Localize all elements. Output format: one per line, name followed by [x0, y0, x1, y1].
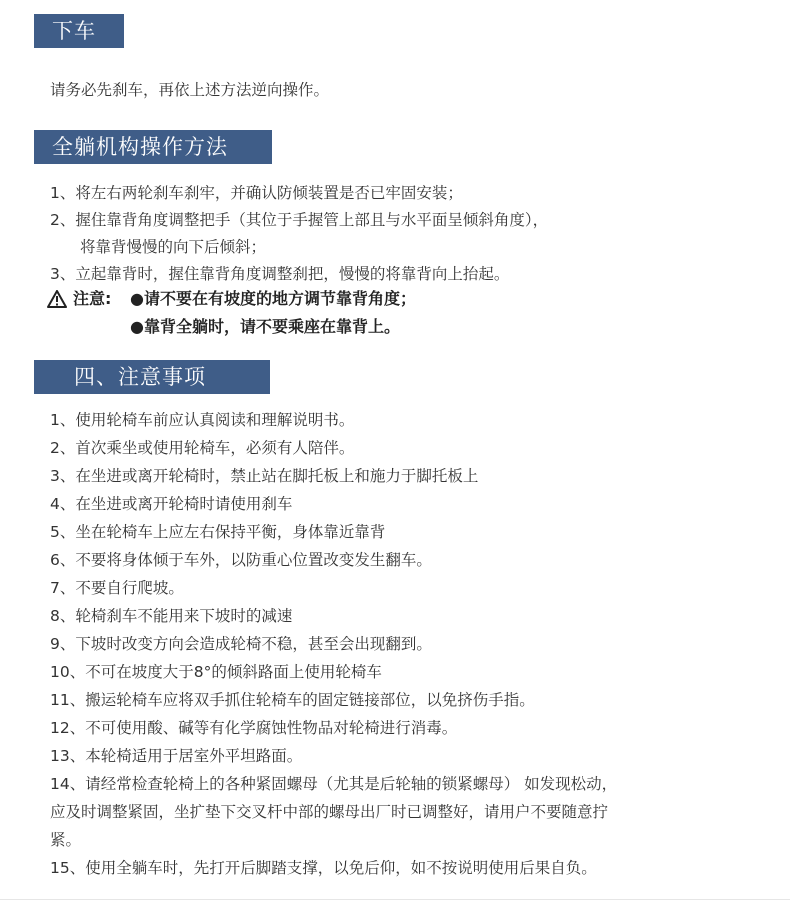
note-item: 6、不要将身体倾于车外，以防重心位置改变发生翻车。 [50, 551, 432, 569]
note-item: 1、使用轮椅车前应认真阅读和理解说明书。 [50, 411, 355, 429]
note-item-continued: 应及时调整紧固，坐扩垫下交叉杆中部的螺母出厂时已调整好，请用户不要随意拧 [50, 803, 609, 821]
recline-step-continued: 将靠背慢慢的向下后倾斜； [80, 238, 267, 256]
section-title-notes: 四、注意事项 [34, 360, 270, 394]
note-item: 7、不要自行爬坡。 [50, 579, 184, 597]
section-title-recline: 全躺机构操作方法 [34, 130, 272, 164]
recline-step: 3、立起靠背时，握住靠背角度调整刹把，慢慢的将靠背向上抬起。 [50, 265, 510, 283]
recline-step: 2、握住靠背角度调整把手（其位于手握管上部且与水平面呈倾斜角度）， [50, 211, 549, 229]
note-item: 11、搬运轮椅车应将双手抓住轮椅车的固定链接部位，以免挤伤手指。 [50, 691, 535, 709]
bottom-divider [0, 899, 790, 900]
section-title-dismount: 下车 [34, 14, 124, 48]
recline-step: 1、将左右两轮刹车刹牢，并确认防倾装置是否已牢固安装； [50, 184, 463, 202]
warning-item: ●请不要在有坡度的地方调节靠背角度； [130, 289, 416, 308]
dismount-text: 请务必先刹车，再依上述方法逆向操作。 [50, 81, 330, 99]
warning-item: ●靠背全躺时，请不要乘座在靠背上。 [130, 317, 400, 336]
warning-triangle-icon [47, 290, 67, 308]
note-item: 2、首次乘坐或使用轮椅车，必须有人陪伴。 [50, 439, 355, 457]
note-item: 9、下坡时改变方向会造成轮椅不稳，甚至会出现翻到。 [50, 635, 432, 653]
note-item: 8、轮椅刹车不能用来下坡时的减速 [50, 607, 293, 625]
note-item-continued: 紧。 [50, 831, 82, 849]
warning-label: 注意: [73, 289, 112, 308]
note-item: 10、不可在坡度大于8°的倾斜路面上使用轮椅车 [50, 663, 382, 681]
note-item: 15、使用全躺车时，先打开后脚踏支撑，以免后仰，如不按说明使用后果自负。 [50, 859, 597, 877]
note-item: 3、在坐进或离开轮椅时，禁止站在脚托板上和施力于脚托板上 [50, 467, 479, 485]
note-item: 12、不可使用酸、碱等有化学腐蚀性物品对轮椅进行消毒。 [50, 719, 458, 737]
note-item: 4、在坐进或离开轮椅时请使用刹车 [50, 495, 293, 513]
note-item: 14、请经常检查轮椅上的各种紧固螺母（尤其是后轮轴的锁紧螺母） 如发现松动， [50, 775, 618, 793]
note-item: 13、本轮椅适用于居室外平坦路面。 [50, 747, 303, 765]
note-item: 5、坐在轮椅车上应左右保持平衡，身体靠近靠背 [50, 523, 386, 541]
